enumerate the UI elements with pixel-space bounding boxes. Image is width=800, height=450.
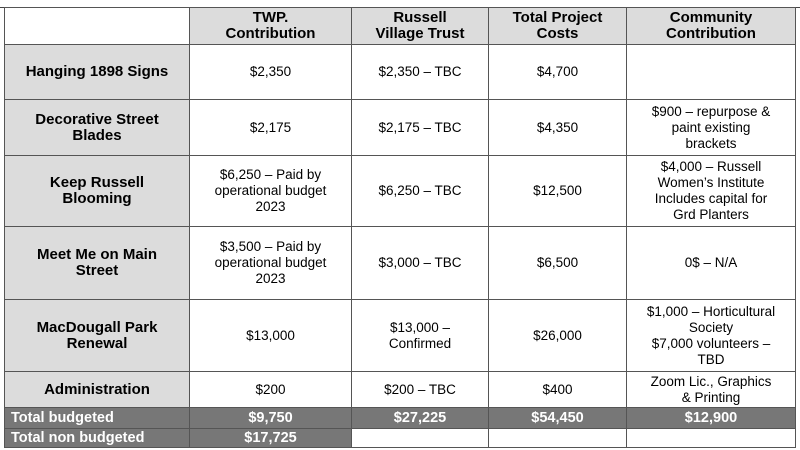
cell-community: 0$ – N/A xyxy=(627,227,796,300)
row-project: Administration xyxy=(5,372,190,408)
cell-trust: $6,250 – TBC xyxy=(352,156,489,227)
cell-community: $4,000 – Russell Women’s Institute Includes capital for Grd Planters xyxy=(627,156,796,227)
empty-cell xyxy=(627,429,796,448)
cell-trust: $3,000 – TBC xyxy=(352,227,489,300)
table-row xyxy=(5,45,796,100)
header-trust: Russell Village Trust xyxy=(352,8,489,45)
cell-trust: $2,175 – TBC xyxy=(352,100,489,156)
cell-trust: $13,000 – Confirmed xyxy=(352,300,489,372)
total-trust: $27,225 xyxy=(352,408,489,429)
cell-community: $1,000 – Horticultural Society $7,000 volunteers – TBD xyxy=(627,300,796,372)
non-budgeted-label: Total non budgeted xyxy=(5,429,190,448)
header-blank xyxy=(5,8,190,45)
table-row xyxy=(5,156,796,227)
empty-cell xyxy=(489,429,627,448)
table-row xyxy=(5,300,796,372)
header-row xyxy=(5,8,796,45)
cell-twp: $3,500 – Paid by operational budget 2023 xyxy=(190,227,352,300)
total-budgeted-row xyxy=(5,408,796,429)
table-row xyxy=(5,227,796,300)
header-community: Community Contribution xyxy=(627,8,796,45)
cell-community: $900 – repurpose & paint existing brackets xyxy=(627,100,796,156)
row-project: Hanging 1898 Signs xyxy=(5,45,190,100)
header-total: Total Project Costs xyxy=(489,8,627,45)
total-non-budgeted-row xyxy=(5,429,796,448)
cell-twp: $2,350 xyxy=(190,45,352,100)
cell-trust: $200 – TBC xyxy=(352,372,489,408)
cell-total: $4,700 xyxy=(489,45,627,100)
row-project: Decorative Street Blades xyxy=(5,100,190,156)
total-costs: $54,450 xyxy=(489,408,627,429)
cell-total: $4,350 xyxy=(489,100,627,156)
cell-community: Zoom Lic., Graphics & Printing xyxy=(627,372,796,408)
cell-total: $26,000 xyxy=(489,300,627,372)
row-project: Meet Me on Main Street xyxy=(5,227,190,300)
cell-community xyxy=(627,45,796,100)
cell-total: $6,500 xyxy=(489,227,627,300)
cell-total: $400 xyxy=(489,372,627,408)
header-twp: TWP. Contribution xyxy=(190,8,352,45)
cell-twp: $13,000 xyxy=(190,300,352,372)
non-budgeted-twp: $17,725 xyxy=(190,429,352,448)
row-project: Keep Russell Blooming xyxy=(5,156,190,227)
empty-cell xyxy=(352,429,489,448)
cell-total: $12,500 xyxy=(489,156,627,227)
row-project: MacDougall Park Renewal xyxy=(5,300,190,372)
budget-table xyxy=(4,7,796,448)
cell-twp: $2,175 xyxy=(190,100,352,156)
total-twp: $9,750 xyxy=(190,408,352,429)
cell-twp: $6,250 – Paid by operational budget 2023 xyxy=(190,156,352,227)
table-row xyxy=(5,100,796,156)
cell-trust: $2,350 – TBC xyxy=(352,45,489,100)
table-row xyxy=(5,372,796,408)
total-budgeted-label: Total budgeted xyxy=(5,408,190,429)
total-community: $12,900 xyxy=(627,408,796,429)
cell-twp: $200 xyxy=(190,372,352,408)
